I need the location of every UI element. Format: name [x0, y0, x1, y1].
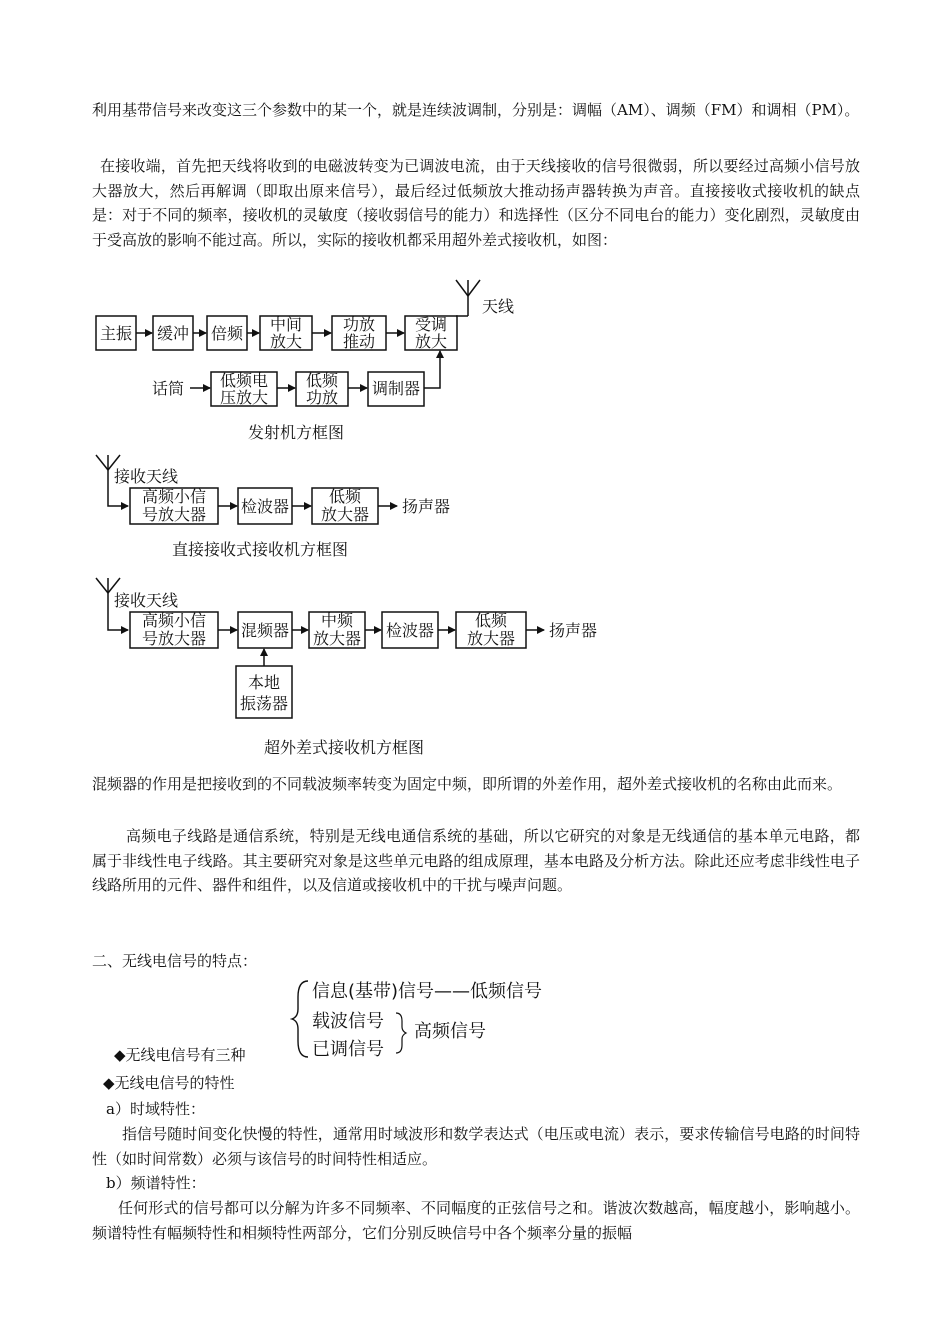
drx-antenna-label: 接收天线 [114, 467, 179, 486]
tx-block-lf-pa-l1: 低频 [305, 371, 339, 390]
spectrum-title: b）频谱特性： [106, 1174, 206, 1192]
time-domain-title: a）时域特性： [106, 1100, 205, 1118]
shrx-speaker-label: 扬声器 [549, 621, 598, 640]
tx-block-if-amp-l2: 放大 [269, 332, 303, 351]
tx-block-modulated-amp-l1: 受调 [414, 315, 448, 334]
tx-block-modulated-amp-l2: 放大 [414, 332, 448, 351]
tx-block-lf-preamp-l1: 低频电 [219, 371, 269, 390]
drx-caption: 直接接收式接收机方框图 [171, 540, 349, 559]
paragraph-receiver: 在接收端，首先把天线将收到的电磁波转变为已调波电流，由于天线接收的信号很微弱，所以要经过高频小信号放大器放大，然后再解调（即取出原来信号），最后经过低频放大推动扬声器转换为声音。直接接收式接收机的缺点是：对于不同的频率，接收机的灵敏度（接收弱信号的能力）和选择性（区分不同电台的能力）变化剧烈，灵敏度由于受高放的影响不能过高。所以，实际的接收机都采用超外差式接收机，如图： [92, 157, 860, 249]
tx-block-osc: 主振 [99, 324, 133, 343]
signal-hf-label: 高频信号 [414, 1021, 486, 1042]
tx-block-multiplier: 倍频 [210, 324, 244, 343]
tx-block-lf-pa-l2: 功放 [305, 388, 339, 407]
shrx-block-detector: 检波器 [385, 621, 435, 640]
signal-info-label: 信息(基带)信号——低频信号 [312, 981, 543, 1002]
shrx-block-mixer: 混频器 [240, 621, 290, 640]
signal-carrier-label: 载波信号 [312, 1011, 384, 1032]
tx-block-buffer: 缓冲 [156, 324, 190, 343]
paragraph-mixer: 混频器的作用是把接收到的不同载波频率转变为固定中频，即所谓的外差作用，超外差式接收机的名称由此而来。 [92, 775, 843, 793]
drx-block-lf-amp-l2: 放大器 [320, 505, 370, 524]
drx-block-detector: 检波器 [240, 497, 290, 516]
shrx-block-if-amp-l2: 放大器 [312, 629, 362, 648]
tx-block-if-amp-l1: 中间 [269, 315, 303, 334]
shrx-block-local-osc-l1: 本地 [247, 673, 281, 692]
drx-speaker-label: 扬声器 [402, 497, 451, 516]
shrx-block-local-osc-l2: 振荡器 [239, 694, 289, 713]
shrx-antenna-label: 接收天线 [114, 591, 179, 610]
diamond-bullet-icon: ◆ [114, 1046, 126, 1064]
bullet-properties: ◆无线电信号的特性 [103, 1074, 235, 1092]
paragraph-hf-circuits: 高频电子线路是通信系统，特别是无线电通信系统的基础，所以它研究的对象是无线通信的基本单元电路，都属于非线性电子线路。其主要研究对象是这些单元电路的组成原理，基本电路及分析方法。除此还应考虑非线性电子线路所用的元件、器件和组件，以及信道或接收机中的干扰与噪声问题。 [92, 827, 860, 894]
paragraph-modulation: 利用基带信号来改变这三个参数中的某一个，就是连续波调制，分别是：调幅（AM）、调频（FM）和调相（PM）。 [92, 101, 860, 119]
tx-block-pa-driver-l2: 推动 [342, 332, 376, 351]
tx-antenna-label: 天线 [482, 297, 515, 316]
section-title: 二、无线电信号的特点： [92, 952, 258, 970]
spectrum-body: 任何形式的信号都可以分解为许多不同频率、不同幅度的正弦信号之和。谐波次数越高，幅度越小，影响越小。频谱特性有幅频特性和相频特性两部分，它们分别反映信号中各个频率分量的振幅 [92, 1199, 860, 1242]
diamond-bullet-icon: ◆ [103, 1074, 115, 1092]
signal-modulated-label: 已调信号 [312, 1039, 384, 1060]
tx-caption: 发射机方框图 [247, 423, 345, 442]
tx-mic-label: 话筒 [152, 379, 185, 398]
shrx-block-rf-amp-l1: 高频小信 [141, 611, 207, 630]
shrx-block-lf-amp-l1: 低频 [474, 611, 508, 630]
signal-types-diagram [290, 975, 610, 1063]
block-diagrams [0, 270, 950, 770]
tx-block-modulator: 调制器 [371, 379, 421, 398]
shrx-block-rf-amp-l2: 号放大器 [141, 629, 207, 648]
shrx-block-if-amp-l1: 中频 [320, 611, 354, 630]
drx-block-rf-amp-l2: 号放大器 [141, 505, 207, 524]
time-domain-body: 指信号随时间变化快慢的特性，通常用时域波形和数学表达式（电压或电流）表示，要求传输信号电路的时间特性（如时间常数）必须与该信号的时间特性相适应。 [92, 1125, 860, 1168]
drx-block-lf-amp-l1: 低频 [328, 487, 362, 506]
tx-block-lf-preamp-l2: 压放大 [219, 388, 269, 407]
shrx-caption: 超外差式接收机方框图 [263, 738, 425, 757]
tx-block-pa-driver-l1: 功放 [342, 315, 376, 334]
shrx-block-lf-amp-l2: 放大器 [466, 629, 516, 648]
bullet-three-types: ◆无线电信号有三种 [114, 1046, 246, 1064]
drx-block-rf-amp-l1: 高频小信 [141, 487, 207, 506]
